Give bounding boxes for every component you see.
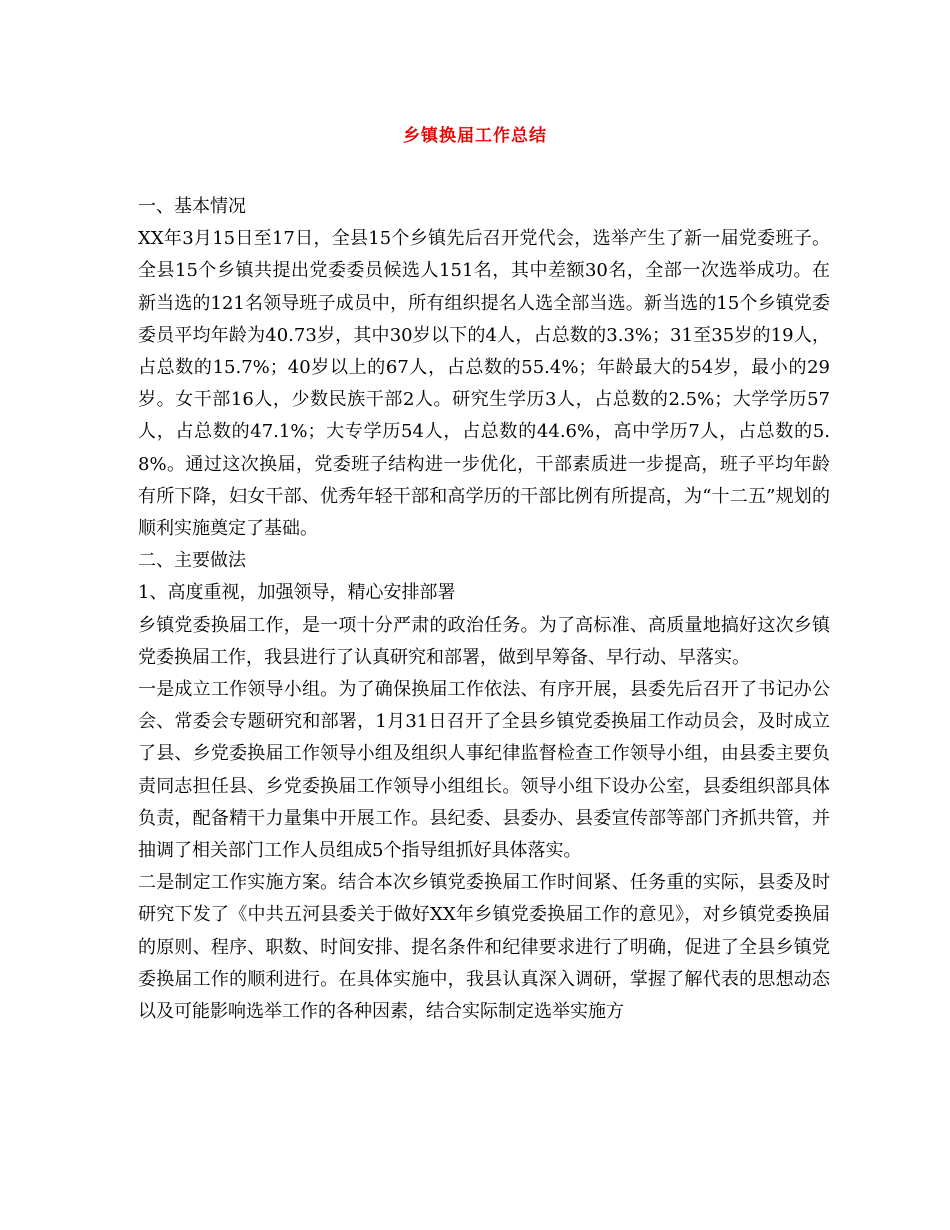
section-heading: 一、基本情况 xyxy=(138,196,246,217)
body-paragraph: XX年3月15日至17日，全县15个乡镇先后召开党代会，选举产生了新一届党委班子。全县15个乡镇共提出党委委员候选人151名，其中差额30名，全部一次选举成功。在新当选的121名领导班子成员中，所有组织提名人选全部当选。新当选的15个乡镇党委委员平均年龄为40.73岁，其中30岁以下的4人，占总数的3.3%；31至35岁的19人，占总数的15.7%；40岁以上的67人，占总数的55.4%；年龄最大的54岁，最小的29岁。女干部16人，少数民族干部2人。研究生学历3人，占总数的2.5%；大学学历57人，占总数的47.1%；大专学历54人，占总数的44.6%，高中学历7人，占总数的5.8%。通过这次换届，党委班子结构进一步优化，干部素质进一步提高，班子平均年龄有所下降，妇女干部、优秀年轻干部和高学历的干部比例有所提高，为“十二五”规划的顺利实施奠定了基础。 xyxy=(138,228,830,540)
document-title: 乡镇换届工作总结 xyxy=(403,126,547,146)
document-body xyxy=(138,191,830,1028)
section-heading: 二、主要做法 xyxy=(138,550,246,572)
body-paragraph: 二是制定工作实施方案。结合本次乡镇党委换届工作时间紧、任务重的实际，县委及时研究下发了《中共五河县委关于做好XX年乡镇党委换届工作的意见》，对乡镇党委换届的原则、程序、职数、时间安排、提名条件和纪律要求进行了明确，促进了全县乡镇党委换届工作的顺利进行。在具体实施中，我县认真深入调研，掌握了解代表的思想动态以及可能影响选举工作的各种因素，结合实际制定选举实施方 xyxy=(138,872,830,1023)
body-paragraph: 一是成立工作领导小组。为了确保换届工作依法、有序开展，县委先后召开了书记办公会、常委会专题研究和部署，1月31日召开了全县乡镇党委换届工作动员会，及时成立了县、乡党委换届工作领导小组及组织人事纪律监督检查工作领导小组，由县委主要负责同志担任县、乡党委换届工作领导小组组长。领导小组下设办公室，县委组织部具体负责，配备精干力量集中开展工作。县纪委、县委办、县委宣传部等部门齐抓共管，并抽调了相关部门工作人员组成5个指导组抓好具体落实。 xyxy=(138,679,830,862)
section-heading: 1、高度重视，加强领导，精心安排部署 xyxy=(138,582,456,604)
body-paragraph: 乡镇党委换届工作，是一项十分严肃的政治任务。为了高标准、高质量地搞好这次乡镇党委换届工作，我县进行了认真研究和部署，做到早筹备、早行动、早落实。 xyxy=(138,614,830,668)
